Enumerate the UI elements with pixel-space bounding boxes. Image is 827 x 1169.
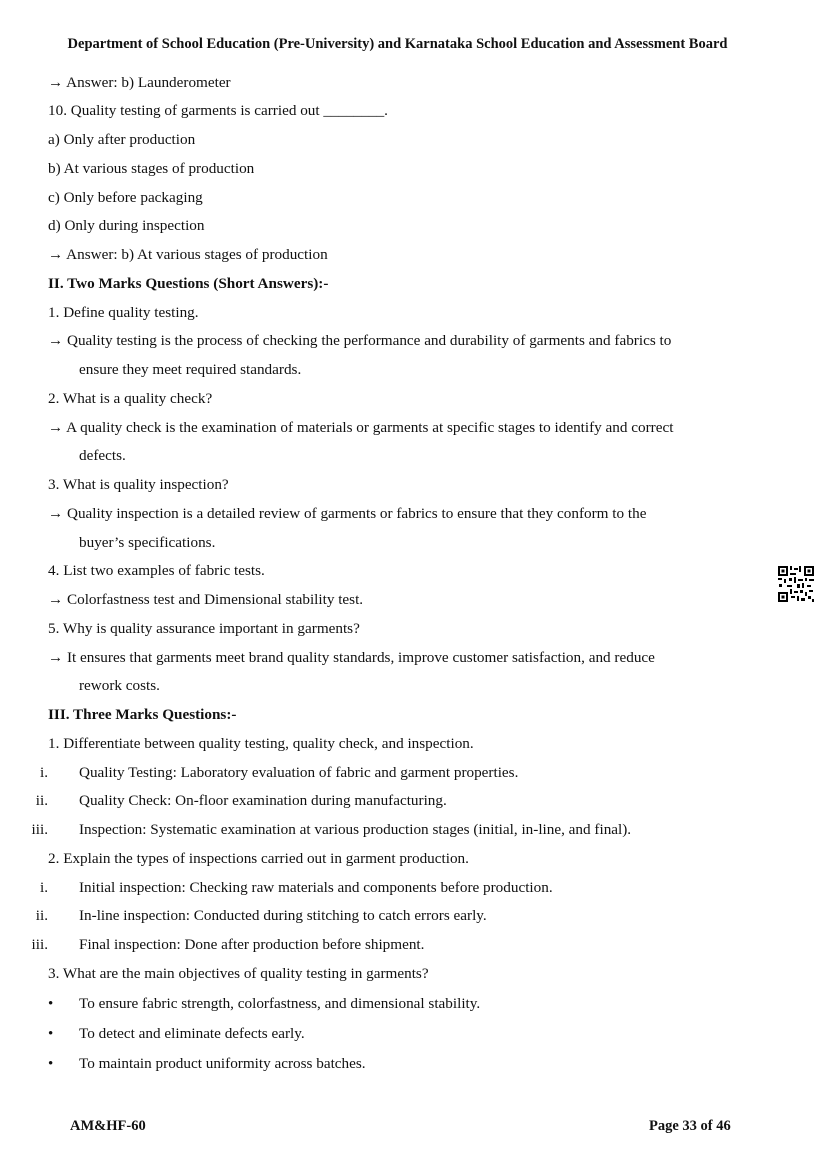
roman-numeral: iii.	[31, 821, 48, 838]
answer-line: → Quality testing is the process of checking the performance and durability of garments and fabrics to	[48, 332, 672, 349]
option-b: b) At various stages of production	[48, 160, 255, 177]
question-line: 4. List two examples of fabric tests.	[48, 562, 265, 579]
list-item: To maintain product uniformity across batches.	[79, 1055, 366, 1072]
question-line: 3. What are the main objectives of quality testing in garments?	[48, 965, 429, 982]
section-heading-two-marks: II. Two Marks Questions (Short Answers):-	[48, 275, 329, 292]
roman-numeral: iii.	[31, 936, 48, 953]
list-item: Final inspection: Done after production before shipment.	[79, 936, 425, 953]
question-line: 1. Differentiate between quality testing, quality check, and inspection.	[48, 735, 474, 752]
answer-line-continued: defects.	[79, 447, 126, 464]
question-line: 2. Explain the types of inspections carried out in garment production.	[48, 850, 469, 867]
list-item: Quality Testing: Laboratory evaluation of fabric and garment properties.	[79, 764, 519, 781]
roman-numeral: i.	[39, 879, 48, 896]
answer-line: → Answer: b) Launderometer	[48, 74, 231, 91]
answer-line: → A quality check is the examination of materials or garments at specific stages to identify and correct	[48, 419, 674, 436]
section-heading-three-marks: III. Three Marks Questions:-	[48, 706, 237, 723]
list-item: To ensure fabric strength, colorfastness, and dimensional stability.	[79, 995, 481, 1012]
question-line: 10. Quality testing of garments is carried out ________.	[48, 102, 388, 119]
list-item: In-line inspection: Conducted during stitching to catch errors early.	[79, 907, 487, 924]
question-line: 2. What is a quality check?	[48, 390, 213, 407]
bullet-icon: •	[48, 1056, 54, 1072]
answer-line-continued: ensure they meet required standards.	[79, 361, 302, 378]
list-item: Initial inspection: Checking raw materials and components before production.	[79, 879, 553, 896]
list-item: To detect and eliminate defects early.	[79, 1025, 305, 1042]
question-line: 3. What is quality inspection?	[48, 476, 229, 493]
option-c: c) Only before packaging	[48, 189, 203, 206]
answer-line: → Colorfastness test and Dimensional stability test.	[48, 591, 364, 608]
roman-numeral: i.	[39, 764, 48, 781]
bullet-icon: •	[48, 996, 54, 1012]
bullet-icon: •	[48, 1026, 54, 1042]
question-line: 5. Why is quality assurance important in garments?	[48, 620, 360, 637]
answer-line: → It ensures that garments meet brand quality standards, improve customer satisfaction, and reduce	[48, 649, 655, 666]
answer-line: → Quality inspection is a detailed review of garments or fabrics to ensure that they conform to the	[48, 505, 647, 522]
option-d: d) Only during inspection	[48, 217, 205, 234]
roman-numeral: ii.	[35, 907, 48, 924]
list-item: Quality Check: On-floor examination during manufacturing.	[79, 792, 447, 809]
answer-line-continued: buyer’s specifications.	[79, 534, 216, 551]
option-a: a) Only after production	[48, 131, 196, 148]
page-header: Department of School Education (Pre-University) and Karnataka School Education and Assessment Board	[67, 36, 728, 52]
list-item: Inspection: Systematic examination at various production stages (initial, in-line, and final).	[79, 821, 632, 838]
answer-line-continued: rework costs.	[79, 677, 160, 694]
question-line: 1. Define quality testing.	[48, 304, 199, 321]
qr-code-icon	[777, 565, 815, 603]
answer-line: → Answer: b) At various stages of production	[48, 246, 328, 263]
roman-numeral: ii.	[35, 792, 48, 809]
page-number: Page 33 of 46	[649, 1118, 731, 1134]
document-code: AM&HF-60	[70, 1118, 146, 1134]
